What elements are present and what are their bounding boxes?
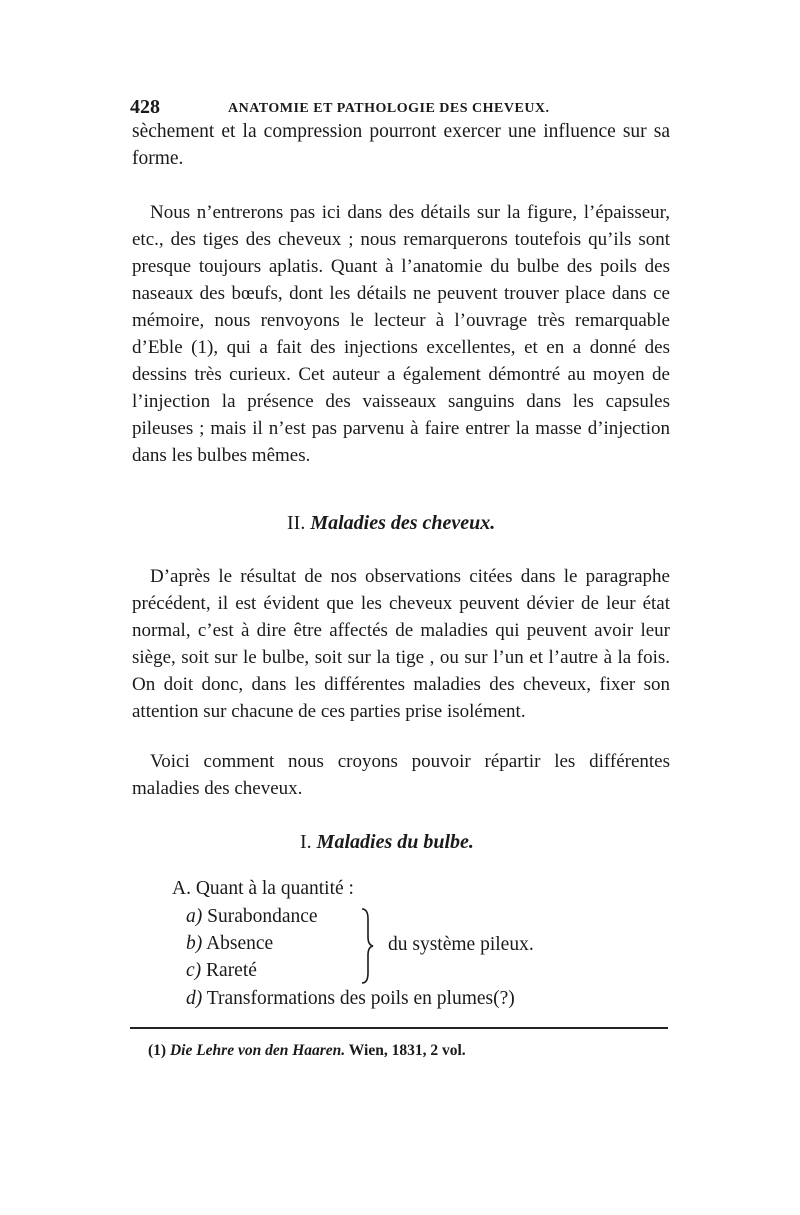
section-number: I. (300, 831, 312, 853)
section-heading: Maladies des cheveux. (310, 512, 496, 534)
list-item (186, 933, 273, 955)
section-heading: Maladies du bulbe. (316, 831, 474, 853)
paragraph-3: D’après le résultat de nos observations citées dans le paragraphe précédent, il est évident que les cheveux peuvent dévier de leur état normal, c’est à dire être affectés de maladies qui peuvent avoir leur siège, soit sur le bulbe, soit sur la tige , ou sur l’un et l’autre à la fois. On doit donc, dans les différentes maladies des cheveux, fixer son attention sur chacune de ces parties prise isolément. (132, 566, 670, 722)
list-text: Absence (206, 933, 274, 954)
brace-label: du système pileux. (388, 934, 534, 955)
list-heading: A. Quant à la quantité : (172, 878, 354, 899)
list-text: Surabondance (207, 906, 318, 927)
list-item (186, 906, 318, 928)
footnote-title: Die Lehre von den Haaren. (169, 1042, 346, 1059)
footnote (148, 1042, 466, 1060)
footnote-marker: (1) (148, 1042, 167, 1059)
section-title-ii (287, 512, 495, 535)
list-letter: c) (186, 960, 202, 981)
list-letter: a) (186, 906, 203, 927)
list-letter: b) (186, 933, 203, 954)
list-item (186, 960, 257, 982)
section-title-i (300, 831, 474, 854)
footnote-rest: Wien, 1831, 2 vol. (348, 1042, 466, 1059)
page-number: 428 (130, 96, 160, 118)
footnote-rule (130, 1027, 668, 1029)
paragraph-4: Voici comment nous croyons pouvoir répartir les différentes maladies des cheveux. (132, 751, 670, 799)
running-head: ANATOMIE ET PATHOLOGIE DES CHEVEUX. (228, 101, 550, 116)
section-number: II. (287, 512, 306, 534)
list-item (186, 988, 515, 1010)
paragraph-1: sèchement et la compression pourront exercer une influence sur sa forme. (132, 121, 670, 169)
page-header (130, 96, 670, 120)
paragraph-2: Nous n’entrerons pas ici dans des détails sur la figure, l’épaisseur, etc., des tiges des cheveux ; nous remarquerons toutefois qu’ils sont presque toujours aplatis. Quant à l’anatomie du bulbe des poils des naseaux des bœufs, dont les détails ne peuvent trouver place dans ce mémoire, nous renvoyons le lecteur à l’ouvrage très remarquable d’Eble (1), qui a fait des injections excellentes, et en a donné des dessins très curieux. Cet auteur a également démontré au moyen de l’injection la présence des vaisseaux sanguins dans les capsules pileuses ; mais il n’est pas parvenu à faire entrer la masse d’injection dans les bulbes mêmes. (132, 202, 670, 466)
list-text: Transformations des poils en plumes(?) (206, 988, 515, 1009)
list-letter: d) (186, 988, 203, 1009)
list-text: Rareté (206, 960, 257, 981)
curly-brace (360, 907, 374, 985)
